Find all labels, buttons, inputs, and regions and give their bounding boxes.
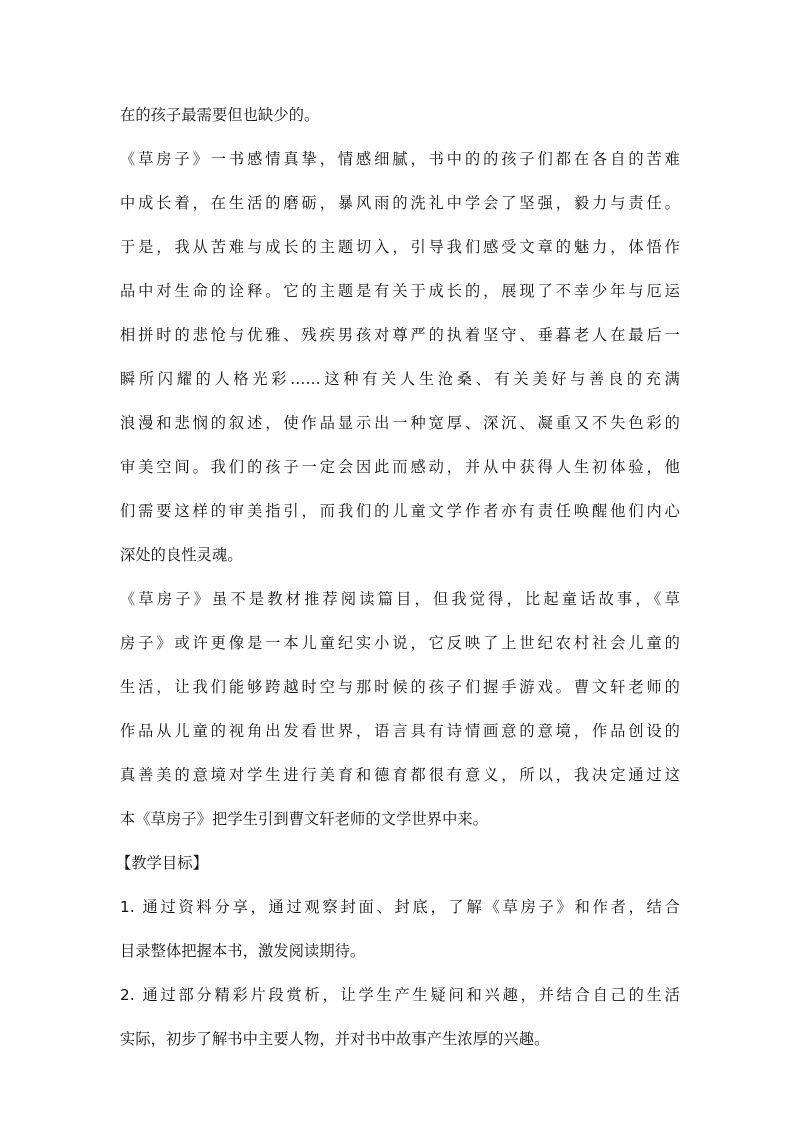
text-line: 《草房子》一书感情真挚，情感细腻，书中的的孩子们都在各自的苦难	[120, 150, 680, 168]
text-line: 1. 通过资料分享，通过观察封面、封底，了解《草房子》和作者，结合	[120, 898, 680, 916]
text-line: 浪漫和悲悯的叙述，使作品显示出一种宽厚、深沉、凝重又不失色彩的	[120, 414, 680, 432]
text-line: 作品从儿童的视角出发看世界，语言具有诗情画意的意境，作品创设的	[120, 722, 680, 740]
text-line: 2. 通过部分精彩片段赏析，让学生产生疑问和兴趣，并结合自己的生活	[120, 986, 680, 1004]
text-line: 本《草房子》把学生引到曹文轩老师的文学世界中来。	[120, 810, 489, 828]
text-line: 们需要这样的审美指引，而我们的儿童文学作者亦有责任唤醒他们内心	[120, 502, 680, 520]
text-line: 品中对生命的诠释。它的主题是有关于成长的，展现了不幸少年与厄运	[120, 282, 680, 300]
text-line: 于是，我从苦难与成长的主题切入，引导我们感受文章的魅力，体悟作	[120, 238, 680, 256]
text-line: 房子》或许更像是一本儿童纪实小说，它反映了上世纪农村社会儿童的	[120, 634, 680, 652]
text-line: 瞬所闪耀的人格光彩……这种有关人生沧桑、有关美好与善良的充满	[120, 370, 680, 388]
text-line: 目录整体把握本书，激发阅读期待。	[120, 942, 366, 960]
section-heading: 【教学目标】	[116, 854, 209, 872]
text-line: 在的孩子最需要但也缺少的。	[120, 106, 320, 124]
text-line: 相拼时的悲怆与优雅、残疾男孩对尊严的执着坚守、垂暮老人在最后一	[120, 326, 680, 344]
text-line: 真善美的意境对学生进行美育和德育都很有意义，所以，我决定通过这	[120, 766, 680, 784]
text-line: 深处的良性灵魂。	[120, 546, 243, 564]
text-line: 中成长着，在生活的磨砺，暴风雨的洗礼中学会了坚强，毅力与责任。	[120, 194, 680, 212]
text-line: 实际，初步了解书中主要人物，并对书中故事产生浓厚的兴趣。	[120, 1030, 550, 1048]
text-line: 生活，让我们能够跨越时空与那时候的孩子们握手游戏。曹文轩老师的	[120, 678, 680, 696]
text-line: 《草房子》虽不是教材推荐阅读篇目，但我觉得，比起童话故事，《草	[120, 590, 680, 608]
text-line: 审美空间。我们的孩子一定会因此而感动，并从中获得人生初体验，他	[120, 458, 680, 476]
